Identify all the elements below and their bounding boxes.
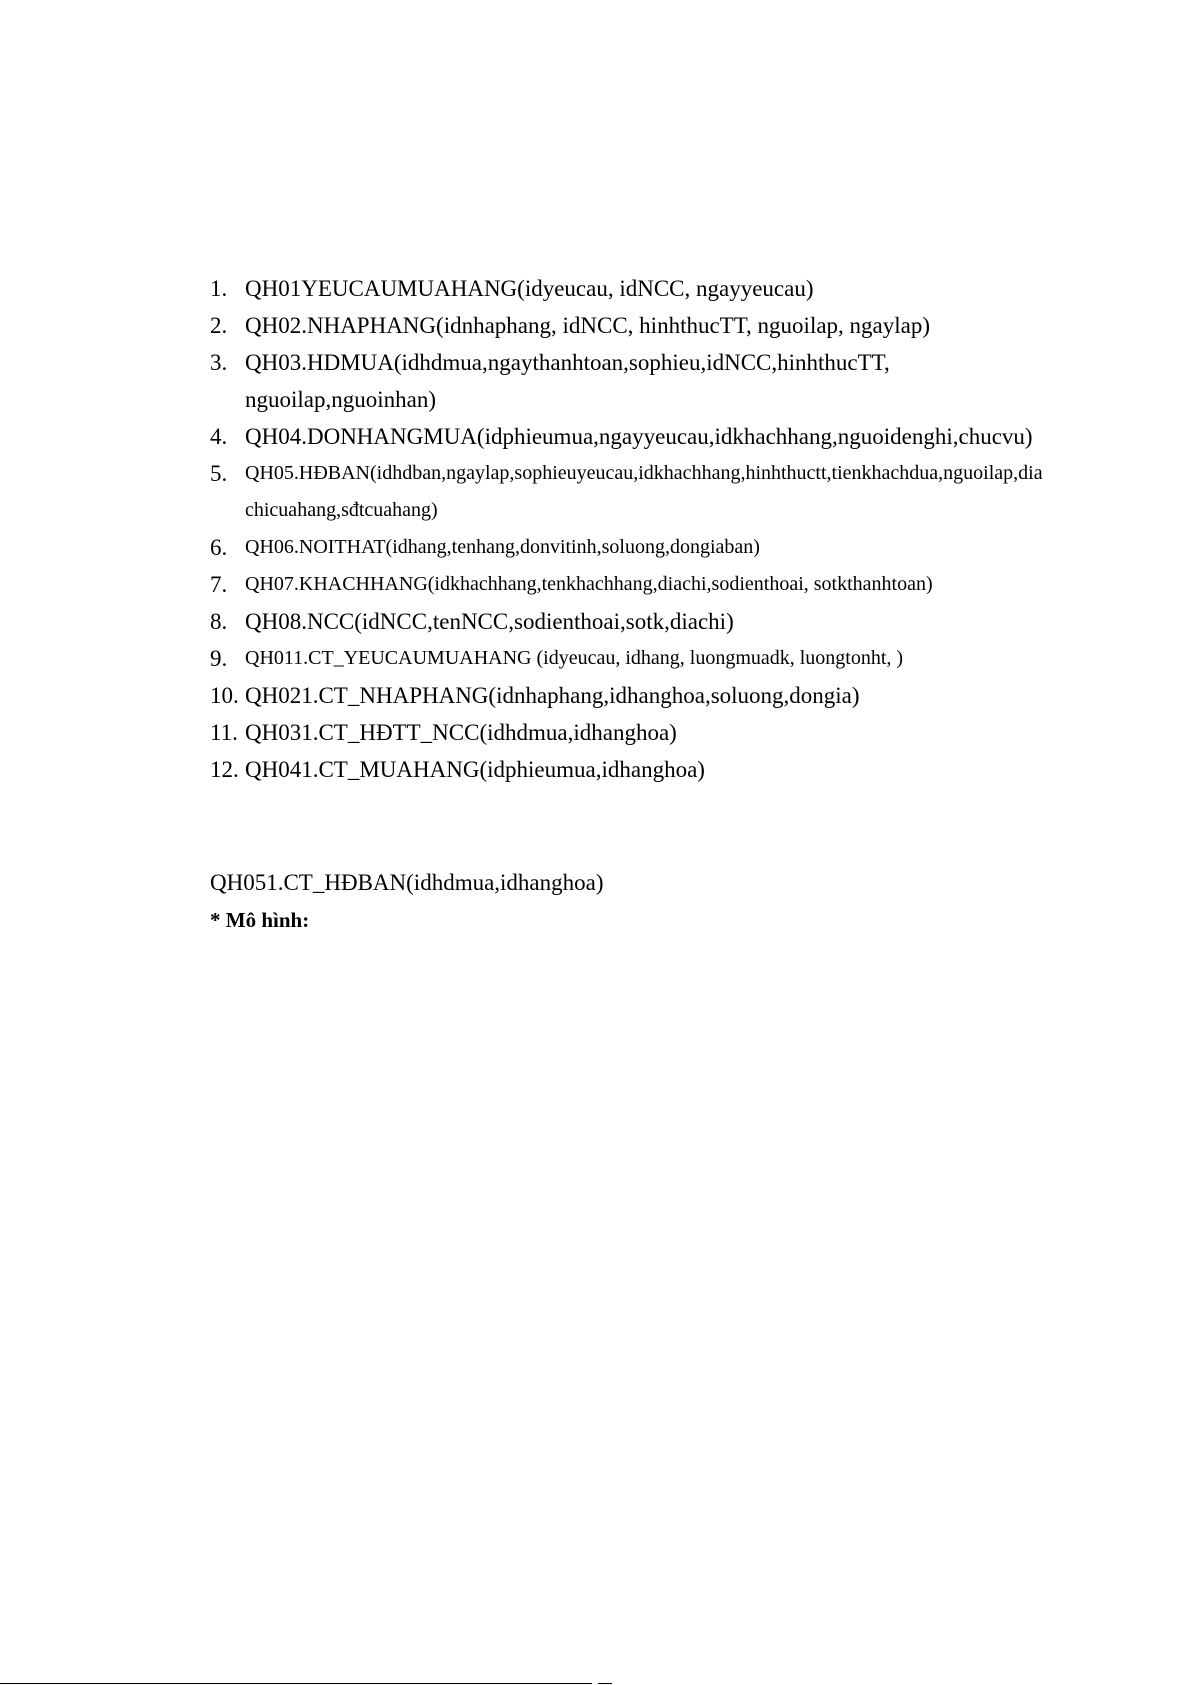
item-text: QH011.CT_YEUCAUMUAHANG (idyeucau, idhang, luongmuadk, luongtonht, ) (245, 647, 904, 669)
list-item (210, 677, 1050, 714)
item-text: QH02.NHAPHANG(idnhaphang, idNCC, hinhthucTT, nguoilap, ngaylap) (245, 313, 931, 338)
list-item (210, 455, 1050, 529)
list-item (210, 270, 1050, 307)
item-text: QH03.HDMUA(idhdmua,ngaythanhtoan,sophieu,idNCC,hinhthucTT, nguoilap,nguoinhan) (245, 350, 890, 412)
item-text: QH021.CT_NHAPHANG(idnhaphang,idhanghoa,soluong,dongia) (245, 683, 860, 708)
item-text: QH06.NOITHAT(idhang,tenhang,donvitinh,soluong,dongiaban) (245, 536, 760, 558)
list-item (210, 751, 1050, 788)
list-item (210, 418, 1050, 455)
list-item (210, 714, 1050, 751)
item-number: 4. (210, 424, 228, 449)
item-number: 12. (210, 757, 239, 782)
item-text: QH041.CT_MUAHANG(idphieumua,idhanghoa) (245, 757, 705, 782)
unnumbered-relation-line: QH051.CT_HĐBAN(idhdmua,idhanghoa) (210, 870, 604, 895)
section-heading: * Mô hình: (210, 908, 310, 932)
item-number: 5. (210, 461, 228, 486)
item-number: 2. (210, 313, 228, 338)
item-number: 9. (210, 646, 228, 671)
footer-divider-short (598, 1683, 612, 1684)
item-number: 7. (210, 572, 228, 597)
list-item (210, 307, 1050, 344)
list-item (210, 640, 1050, 677)
item-text: QH08.NCC(idNCC,tenNCC,sodienthoai,sotk,diachi) (245, 609, 734, 634)
item-number: 1. (210, 276, 228, 301)
item-number: 10. (210, 683, 239, 708)
list-item (210, 529, 1050, 566)
item-number: 11. (210, 720, 238, 745)
list-item (210, 344, 1050, 418)
item-number: 3. (210, 350, 228, 375)
list-item (210, 566, 1050, 603)
item-text: QH07.KHACHHANG(idkhachhang,tenkhachhang,diachi,sodienthoai, sotkthanhtoan) (245, 573, 933, 595)
item-number: 6. (210, 535, 228, 560)
footer-divider (0, 1683, 592, 1684)
item-text: QH04.DONHANGMUA(idphieumua,ngayyeucau,idkhachhang,nguoidenghi,chucvu) (245, 424, 1033, 449)
item-text: QH031.CT_HĐTT_NCC(idhdmua,idhanghoa) (245, 720, 677, 745)
relation-list (210, 270, 1050, 788)
list-item (210, 603, 1050, 640)
item-text: QH05.HĐBAN(idhdban,ngaylap,sophieuyeucau,idkhachhang,hinhthuctt,tienkhachdua,nguoilap,diachicuahang,sđtcuahang) (245, 462, 1043, 521)
item-text: QH01YEUCAUMUAHANG(idyeucau, idNCC, ngayyeucau) (245, 276, 814, 301)
item-number: 8. (210, 609, 228, 634)
